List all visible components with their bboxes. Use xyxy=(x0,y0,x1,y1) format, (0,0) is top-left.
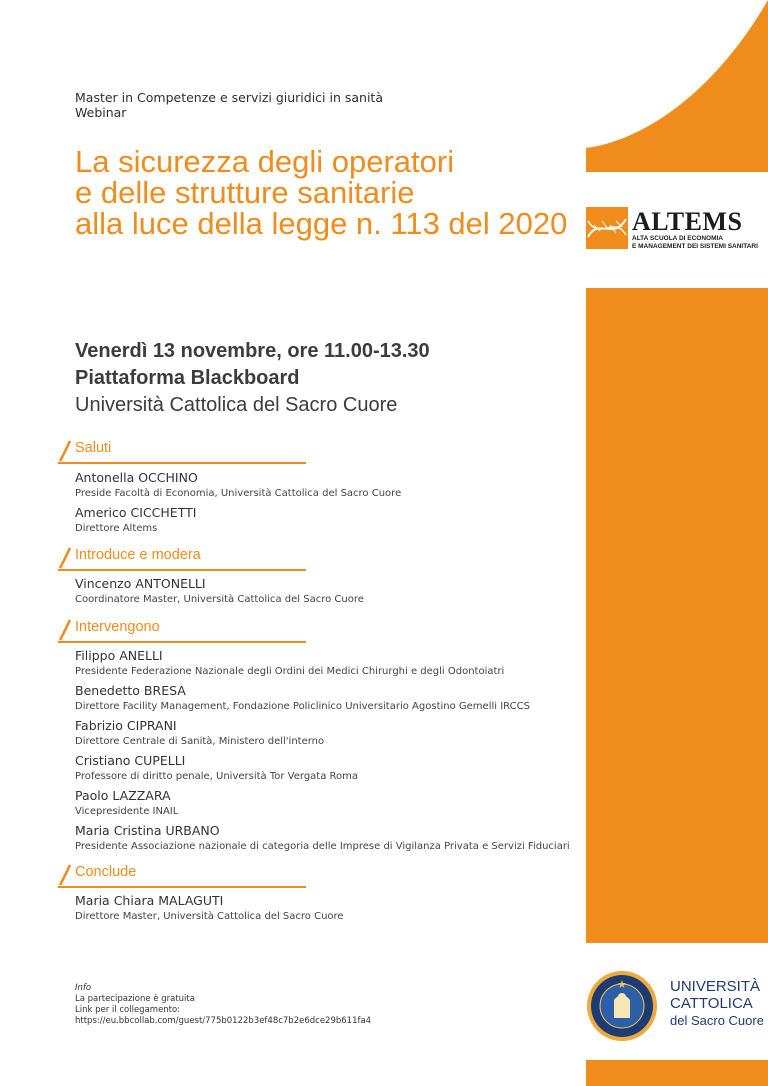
title-line-3: alla luce della legge n. 113 del 2020 xyxy=(75,206,568,241)
altems-wordmark: ALTEMS xyxy=(632,207,743,236)
section-label: Intervengono xyxy=(75,619,160,635)
section-intervengono-header xyxy=(58,619,306,643)
speaker-role: Presidente Associazione nazionale di categoria delle Imprese di Vigilanza Privata e Servizi Fiduciari xyxy=(75,841,570,852)
page-title xyxy=(75,146,575,239)
section-introduce-header xyxy=(58,547,306,571)
speaker-name: Americo CICCHETTI xyxy=(75,505,197,520)
slash-icon xyxy=(58,547,72,569)
altems-subtitle xyxy=(632,235,758,251)
event-format: Webinar xyxy=(75,105,127,120)
ucsc-line-1: UNIVERSITÀ xyxy=(670,978,761,995)
slash-icon xyxy=(58,864,72,886)
speaker-entry xyxy=(75,470,575,499)
section-label: Conclude xyxy=(75,864,137,880)
section-conclude-header xyxy=(58,864,306,888)
ucsc-line-2: CATTOLICA xyxy=(670,995,753,1012)
slash-icon xyxy=(58,619,72,641)
event-platform: Piattaforma Blackboard xyxy=(75,367,300,389)
speaker-role: Direttore Facility Management, Fondazione Policlinico Universitario Agostino Gemelli IRCCS xyxy=(75,701,530,712)
speaker-role: Preside Facoltà di Economia, Università Cattolica del Sacro Cuore xyxy=(75,488,402,499)
speaker-role: Direttore Altems xyxy=(75,523,158,534)
speaker-role: Vicepresidente INAIL xyxy=(75,806,179,817)
ucsc-wordmark xyxy=(670,978,764,1029)
speaker-name: Cristiano CUPELLI xyxy=(75,753,186,768)
speaker-name: Antonella OCCHINO xyxy=(75,470,198,485)
altems-logo xyxy=(586,207,766,251)
speaker-role: Presidente Federazione Nazionale degli Ordini dei Medici Chirurghi e degli Odontoiatri xyxy=(75,666,505,677)
info-label: Info xyxy=(75,983,92,993)
speaker-name: Fabrizio CIPRANI xyxy=(75,718,177,733)
title-line-1: La sicurezza degli operatori xyxy=(75,144,455,179)
speaker-entry xyxy=(75,683,575,712)
altems-mark-icon xyxy=(586,207,628,249)
title-line-2: e delle strutture sanitarie xyxy=(75,175,415,210)
ucsc-seal-icon xyxy=(586,970,658,1042)
speaker-entry xyxy=(75,788,575,817)
info-free-note: La partecipazione è gratuita xyxy=(75,994,195,1004)
info-link[interactable]: https://eu.bbcollab.com/guest/775b0122b3ef48c7b2e6dce29b611fa4 xyxy=(75,1016,372,1026)
program-name: Master in Competenze e servizi giuridici in sanità xyxy=(75,90,383,105)
slash-icon xyxy=(58,440,72,462)
speaker-name: Vincenzo ANTONELLI xyxy=(75,576,206,591)
speaker-entry xyxy=(75,753,575,782)
ucsc-line-3: del Sacro Cuore xyxy=(670,1013,764,1028)
event-date: Venerdì 13 novembre, ore 11.00-13.30 xyxy=(75,340,430,362)
speaker-name: Maria Cristina URBANO xyxy=(75,823,220,838)
section-label: Introduce e modera xyxy=(75,547,201,563)
altems-subtitle-line-1: ALTA SCUOLA DI ECONOMIA xyxy=(632,235,723,242)
speaker-entry xyxy=(75,893,575,922)
speaker-role: Direttore Master, Università Cattolica del Sacro Cuore xyxy=(75,911,344,922)
speaker-name: Filippo ANELLI xyxy=(75,648,163,663)
orange-bottom-bar xyxy=(586,1060,768,1086)
info-link-label: Link per il collegamento: xyxy=(75,1005,181,1015)
speaker-entry xyxy=(75,505,575,534)
orange-side-bar xyxy=(586,288,768,943)
event-university: Università Cattolica del Sacro Cuore xyxy=(75,394,398,416)
speaker-role: Professore di diritto penale, Università Tor Vergata Roma xyxy=(75,771,359,782)
speaker-role: Coordinatore Master, Università Cattolica del Sacro Cuore xyxy=(75,594,364,605)
info-block xyxy=(75,983,371,1027)
speaker-name: Paolo LAZZARA xyxy=(75,788,171,803)
speaker-name: Benedetto BRESA xyxy=(75,683,186,698)
speaker-name: Maria Chiara MALAGUTI xyxy=(75,893,224,908)
orange-curve-shape xyxy=(586,0,768,172)
speaker-entry xyxy=(75,823,575,852)
speaker-role: Direttore Centrale di Sanità, Ministero dell'interno xyxy=(75,736,325,747)
altems-subtitle-line-2: E MANAGEMENT DEI SISTEMI SANITARI xyxy=(632,243,758,250)
speaker-entry xyxy=(75,576,575,605)
ucsc-logo xyxy=(586,970,766,1042)
section-label: Saluti xyxy=(75,440,112,456)
speaker-entry xyxy=(75,648,575,677)
speaker-entry xyxy=(75,718,575,747)
section-saluti-header xyxy=(58,440,306,464)
